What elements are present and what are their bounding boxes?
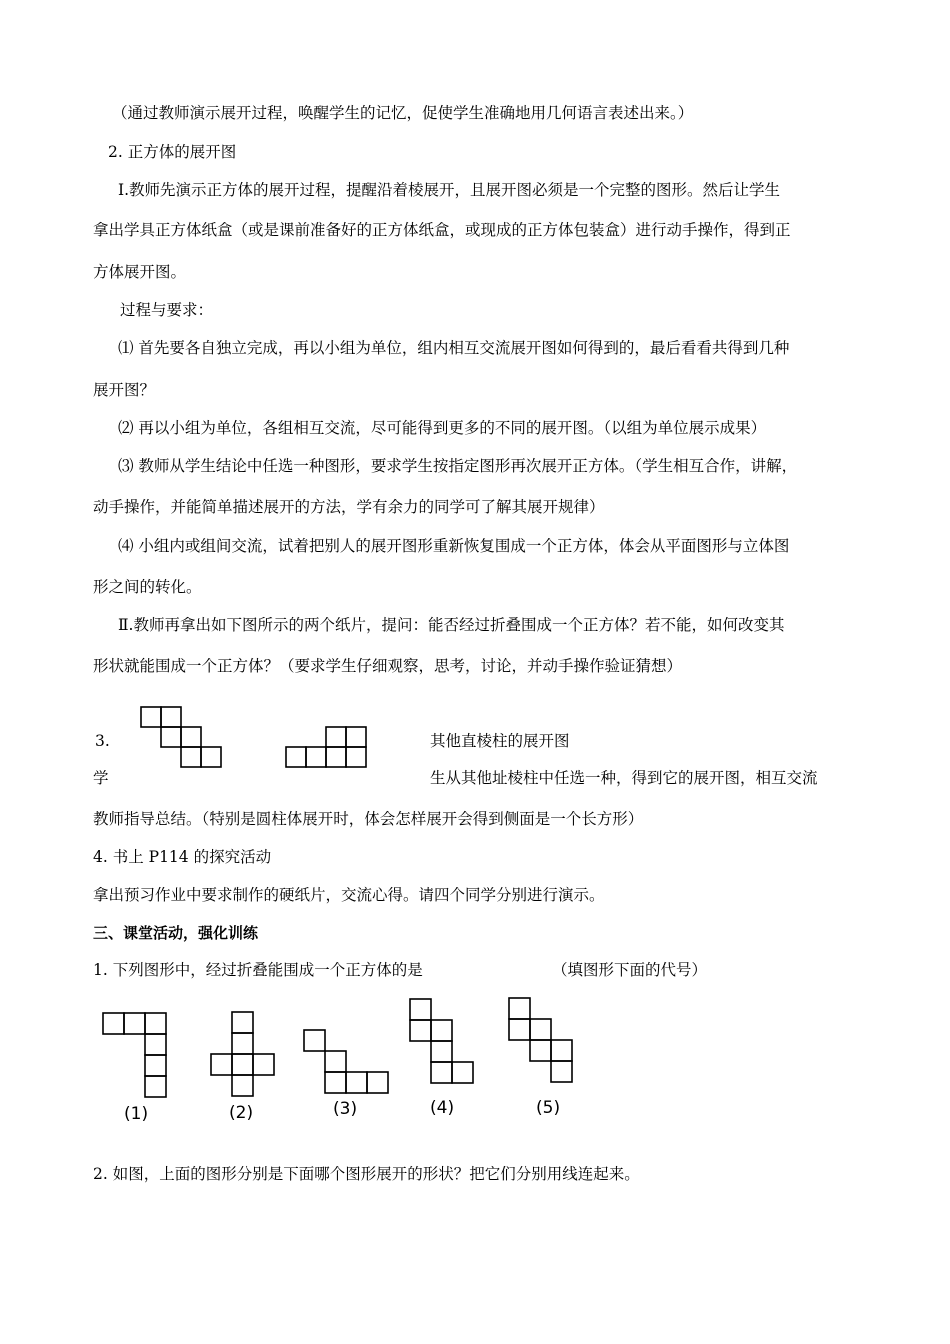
paragraph-step1-line2: 拿出学具正方体纸盒（或是课前准备好的正方体纸盒，或现成的正方体包装盒）进行动手操作，得到正 <box>93 221 791 239</box>
net-figure-3 <box>303 1029 395 1099</box>
requirement-1-line2: 展开图？ <box>93 381 156 399</box>
paragraph-prism-line2: 教师指导总结。（特别是圆柱体展开时，体会怎样展开会得到侧面是一个长方形） <box>93 810 644 828</box>
paragraph-step2-line2: 形状就能围成一个正方体？（要求学生仔细观察，思考，讨论，并动手操作验证猜想） <box>93 657 683 675</box>
question-2: 2. 如图，上面的图形分别是下面哪个图形展开的形状？把它们分别用线连起来。 <box>93 1165 640 1183</box>
paragraph-step2-line1: Ⅱ.教师再拿出如下图所示的两个纸片，提问：能否经过折叠围成一个正方体？若不能，如何改变其 <box>118 616 785 634</box>
paragraph-activity: 拿出预习作业中要求制作的硬纸片，交流心得。请四个同学分别进行演示。 <box>93 886 605 904</box>
net-figure-2 <box>210 1011 285 1101</box>
paragraph-step1-line1: Ⅰ.教师先演示正方体的展开过程，提醒沿着棱展开，且展开图必须是一个完整的图形。然后让学生 <box>118 181 781 199</box>
question-1: 1. 下列图形中，经过折叠能围成一个正方体的是 <box>93 961 423 979</box>
paper-figure-a <box>140 706 230 772</box>
requirements-heading: 过程与要求： <box>120 301 214 319</box>
requirement-4-line1: ⑷ 小组内或组间交流，试着把别人的展开图形重新恢复围成一个正方体，体会从平面图形与立体图 <box>118 537 790 555</box>
requirement-3-line1: ⑶ 教师从学生结论中任选一种图形，要求学生按指定图形再次展开正方体。（学生相互合作，讲解， <box>118 457 798 475</box>
item-3-number: 3. <box>95 732 110 750</box>
net-figure-4 <box>409 998 484 1090</box>
requirement-1-line1: ⑴ 首先要各自独立完成，再以小组为单位，组内相互交流展开图如何得到的，最后看看共得到几种 <box>118 339 790 357</box>
text-xue: 学 <box>93 769 109 787</box>
figure-label-2: (2) <box>229 1103 254 1123</box>
net-figure-1 <box>102 1012 172 1102</box>
question-1-hint: （填图形下面的代号） <box>552 961 708 979</box>
requirement-4-line2: 形之间的转化。 <box>93 578 202 596</box>
requirement-3-line2: 动手操作，并能简单描述展开的方法，学有余力的同学可了解其展开规律） <box>93 498 605 516</box>
section-heading: 三、课堂活动，强化训练 <box>93 924 259 942</box>
heading-cube-net: 2. 正方体的展开图 <box>108 143 237 161</box>
paragraph-intro: （通过教师演示展开过程，唤醒学生的记忆，促使学生准确地用几何语言表述出来。） <box>112 104 694 122</box>
heading-activity: 4. 书上 P114 的探究活动 <box>93 848 272 866</box>
figure-label-5: (5) <box>536 1098 561 1118</box>
figure-label-4: (4) <box>430 1098 455 1118</box>
figure-label-1: (1) <box>124 1104 149 1124</box>
paragraph-prism-line1: 生从其他址棱柱中任选一种，得到它的展开图，相互交流 <box>430 769 818 787</box>
paper-figure-b <box>285 726 375 776</box>
figure-label-3: (3) <box>333 1099 358 1119</box>
requirement-2: ⑵ 再以小组为单位，各组相互交流，尽可能得到更多的不同的展开图。（以组为单位展示成果） <box>118 419 767 437</box>
heading-other-prisms: 其他直棱柱的展开图 <box>430 732 570 750</box>
paragraph-step1-line3: 方体展开图。 <box>93 263 187 281</box>
net-figure-5 <box>508 997 583 1089</box>
